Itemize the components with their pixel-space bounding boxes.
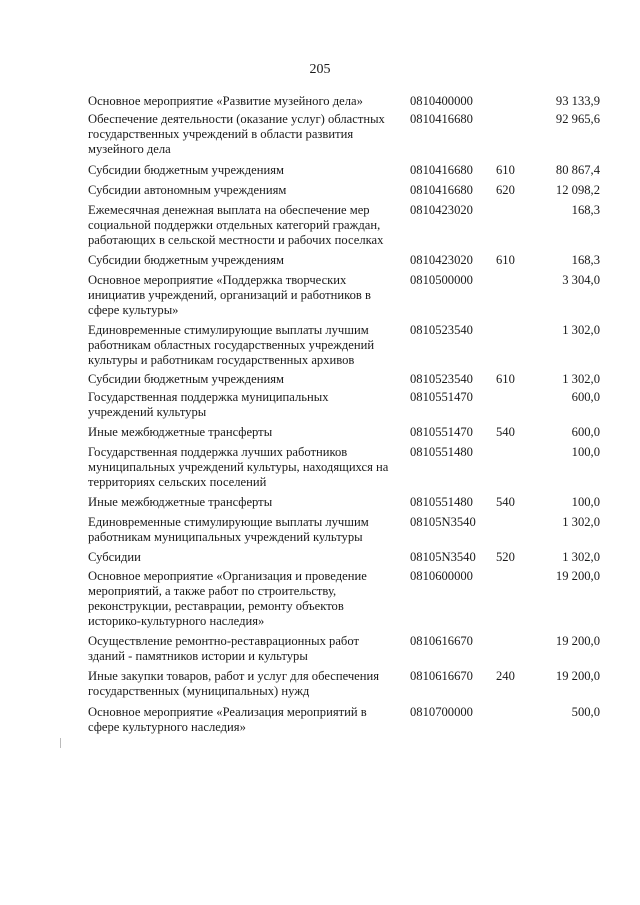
row-code: 0810700000 (410, 705, 473, 719)
table-row (88, 495, 608, 510)
table-row (88, 569, 608, 629)
row-name: Обеспечение деятельности (оказание услуг) областных государственных учреждений в области развития музейного дела (88, 112, 385, 156)
row-amount: 100,0 (571, 495, 600, 509)
row-code: 0810551470 (410, 390, 473, 404)
row-code: 0810416680 (410, 163, 473, 177)
row-amount: 93 133,9 (555, 94, 600, 108)
row-name: Субсидии бюджетным учреждениям (88, 163, 284, 177)
row-amount: 600,0 (571, 425, 600, 439)
row-name: Единовременные стимулирующие выплаты лучшим работникам муниципальных учреждений культуры (88, 515, 369, 544)
table-row (88, 515, 608, 545)
row-amount: 92 965,6 (555, 112, 600, 126)
row-amount: 1 302,0 (562, 550, 600, 564)
row-code: 0810423020 (410, 203, 473, 217)
row-name: Ежемесячная денежная выплата на обеспечение мер социальной поддержки отдельных категорий граждан, работающих в сельской местности и рабочих поселках (88, 203, 384, 247)
row-name: Осуществление ремонтно-реставрационных работ зданий - памятников истории и культуры (88, 634, 359, 663)
row-name: Основное мероприятие «Поддержка творческих инициатив учреждений, организаций и работников в сфере культуры» (88, 273, 371, 317)
row-code: 0810500000 (410, 273, 473, 287)
row-amount: 80 867,4 (555, 163, 600, 177)
row-name: Государственная поддержка лучших работников муниципальных учреждений культуры, находящихся на территориях сельских поселений (88, 445, 389, 489)
row-amount: 19 200,0 (555, 569, 600, 583)
row-amount: 12 098,2 (555, 183, 600, 197)
table-row (88, 372, 608, 387)
table-row (88, 669, 608, 699)
row-code: 0810416680 (410, 112, 473, 126)
row-code: 08105N3540 (410, 515, 476, 529)
row-amount: 3 304,0 (562, 273, 600, 287)
table-row (88, 203, 608, 248)
row-code: 0810523540 (410, 372, 473, 386)
row-name: Иные межбюджетные трансферты (88, 495, 273, 509)
table-row (88, 634, 608, 664)
row-type: 520 (496, 550, 515, 564)
table-row (88, 425, 608, 440)
table-row (88, 253, 608, 268)
row-name: Иные межбюджетные трансферты (88, 425, 273, 439)
row-name: Субсидии (88, 550, 141, 564)
row-amount: 500,0 (571, 705, 600, 719)
margin-mark (60, 738, 61, 748)
row-type: 540 (496, 425, 515, 439)
row-name: Единовременные стимулирующие выплаты лучшим работникам областных государственных учреждений культуры и работникам государственных архивов (88, 323, 375, 367)
table-row (88, 163, 608, 178)
row-type: 540 (496, 495, 515, 509)
row-type: 610 (496, 253, 515, 267)
row-amount: 1 302,0 (562, 323, 600, 337)
row-amount: 19 200,0 (555, 669, 600, 683)
table-row (88, 550, 608, 565)
table-row (88, 705, 608, 735)
row-amount: 19 200,0 (555, 634, 600, 648)
row-name: Основное мероприятие «Реализация мероприятий в сфере культурного наследия» (88, 705, 367, 734)
row-code: 08105N3540 (410, 550, 476, 564)
row-code: 0810523540 (410, 323, 473, 337)
table-row (88, 323, 608, 368)
row-name: Субсидии бюджетным учреждениям (88, 253, 284, 267)
row-type: 610 (496, 163, 515, 177)
row-name: Субсидии бюджетным учреждениям (88, 372, 284, 386)
row-code: 0810416680 (410, 183, 473, 197)
row-code: 0810600000 (410, 569, 473, 583)
row-name: Основное мероприятие «Организация и проведение мероприятий, а также работ по строительству, реконструкции, реставрации, ремонту объектов историко-культурного наследия» (88, 569, 367, 628)
row-code: 0810551470 (410, 425, 473, 439)
table-row (88, 445, 608, 490)
table-row (88, 112, 608, 157)
row-amount: 600,0 (571, 390, 600, 404)
row-type: 610 (496, 372, 515, 386)
budget-table (88, 94, 608, 735)
row-code: 0810616670 (410, 634, 473, 648)
table-row (88, 94, 608, 109)
row-code: 0810400000 (410, 94, 473, 108)
page-number: 205 (309, 62, 331, 77)
table-row (88, 183, 608, 198)
row-code: 0810551480 (410, 495, 473, 509)
row-name: Основное мероприятие «Развитие музейного дела» (88, 94, 363, 108)
row-amount: 168,3 (571, 253, 600, 267)
row-code: 0810423020 (410, 253, 473, 267)
row-name: Государственная поддержка муниципальных учреждений культуры (88, 390, 329, 419)
row-code: 0810616670 (410, 669, 473, 683)
row-amount: 1 302,0 (562, 515, 600, 529)
table-row (88, 273, 608, 318)
row-type: 240 (496, 669, 515, 683)
table-row (88, 390, 608, 420)
row-amount: 100,0 (571, 445, 600, 459)
row-amount: 1 302,0 (562, 372, 600, 386)
row-name: Субсидии автономным учреждениям (88, 183, 287, 197)
row-amount: 168,3 (571, 203, 600, 217)
row-name: Иные закупки товаров, работ и услуг для обеспечения государственных (муниципальных) нужд (88, 669, 380, 698)
row-type: 620 (496, 183, 515, 197)
row-code: 0810551480 (410, 445, 473, 459)
